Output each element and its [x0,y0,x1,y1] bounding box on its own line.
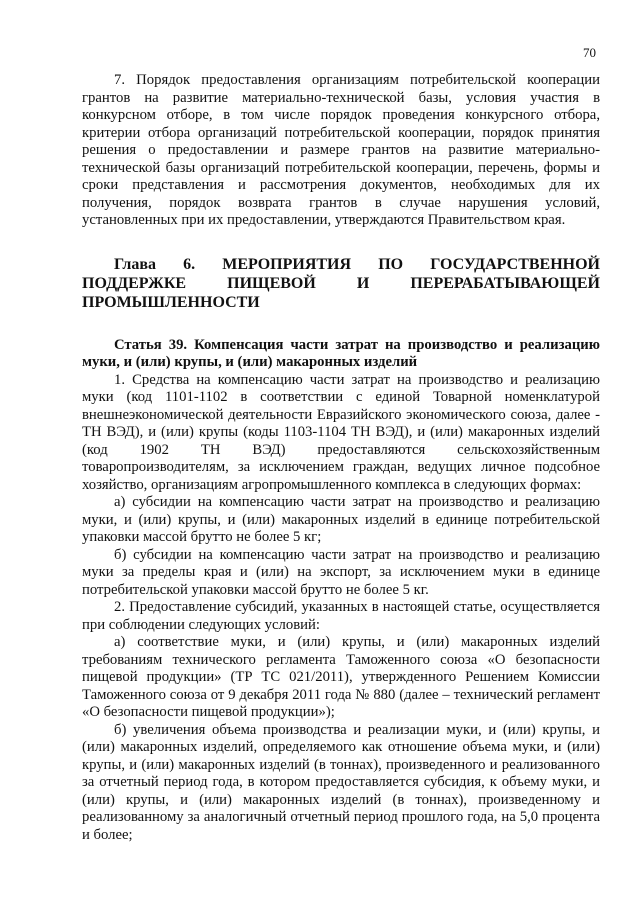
article-heading: Статья 39. Компенсация части затрат на производство и реализацию муки, и (или) крупы, и (или) макаронных изделий [82,336,600,370]
document-body [82,72,600,844]
article-paragraph-2: 2. Предоставление субсидий, указанных в настоящей статье, осуществляется при соблюдении следующих условий: [82,599,600,633]
chapter-heading: Глава 6. МЕРОПРИЯТИЯ ПО ГОСУДАРСТВЕННОЙ ПОДДЕРЖКЕ ПИЩЕВОЙ И ПЕРЕРАБАТЫВАЮЩЕЙ ПРОМЫШЛЕННОСТИ [82,255,600,311]
article-paragraph-1b: б) субсидии на компенсацию части затрат на производство и реализацию муки за пределы края и (или) на экспорт, за исключением муки в единице потребительской упаковки массой брутто не более 5 кг. [82,546,600,598]
page-number: 70 [583,45,596,60]
article-paragraph-2b: б) увеличения объема производства и реализации муки, и (или) крупы, и (или) макаронных изделий, определяемого как отношение объема муки, и (или) крупы, и (или) макаронных изделий (в тоннах), произведенного и реализованного за отчетный период года, в котором предоставляется субсидия, к объему муки, и (или) крупы, и (или) макаронных изделий (в тоннах), произведенному и реализованному за аналогичный отчетный период прошлого года, на 5,0 процента и более; [82,721,600,843]
article-paragraph-1a: а) субсидии на компенсацию части затрат на производство и реализацию муки, и (или) крупы, и (или) макаронных изделий в единице потребительской упаковки массой брутто не более 5 кг; [82,494,600,545]
article-paragraph-1: 1. Средства на компенсацию части затрат на производство и реализацию муки (код 1101-1102 в соответствии с единой Товарной номенклатурой внешнеэкономической деятельности Евразийского экономического союза, далее - ТН ВЭД), и (или) крупы (коды 1103-1104 ТН ВЭД), и (или) макаронных изделий (код 1902 ТН ВЭД) предоставляются сельскохозяйственным товаропроизводителям, за исключением граждан, ведущих личное подсобное хозяйство, организациям агропромышленного комплекса в следующих формах: [82,371,600,493]
paragraph-7: 7. Порядок предоставления организациям потребительской кооперации грантов на развитие материально-технической базы, условия участия в конкурсном отборе, в том числе порядок проведения конкурсного отбора, критерии отбора организаций потребительской кооперации, порядок принятия решения о предоставлении и размере грантов на развитие материально-технической базы организаций потребительской кооперации, перечень, формы и сроки представления и рассмотрения документов, необходимых для их получения, порядок возврата грантов в случае нарушения условий, установленных при их предоставлении, утверждаются Правительством края. [82,72,600,228]
article-paragraph-2a: а) соответствие муки, и (или) крупы, и (или) макаронных изделий требованиям технического регламента Таможенного союза «О безопасности пищевой продукции» (ТР ТС 021/2011), утвержденного Решением Комиссии Таможенного союза от 9 декабря 2011 года № 880 (далее – технический регламент «О безопасности пищевой продукции»); [82,634,600,720]
